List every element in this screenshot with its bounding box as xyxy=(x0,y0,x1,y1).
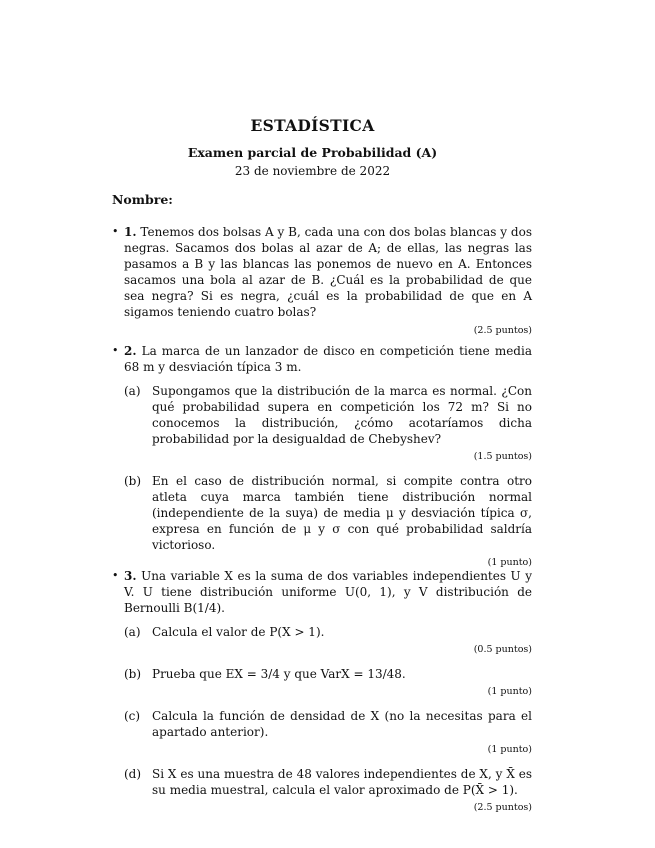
part-a xyxy=(124,383,532,465)
part-label: (a) xyxy=(124,625,141,639)
problem-statement: Tenemos dos bolsas A y B, cada una con dos bolas blancas y dos negras. Sacamos dos bolas al azar de A; de ellas, las negras las pasamos a B y las blancas las ponemos de nuevo en A. Entonces sacamos una bola al azar de B. ¿Cuál es la probabilidad de que sea negra? Si es negra, ¿cuál es la probabilidad de que en A sigamos teniendo cuatro bolas? xyxy=(124,225,532,319)
part-text: Si X es una muestra de 48 valores independientes de X, y X̄ es su media muestral, calcula el valor aproximado de P(X̄ > 1). xyxy=(152,767,532,797)
part-label: (b) xyxy=(124,667,142,681)
part-b xyxy=(124,666,532,700)
name-label: Nombre: xyxy=(112,192,173,207)
points-label: (1.5 puntos) xyxy=(473,451,532,462)
problem-2 xyxy=(112,343,532,571)
points-label: (2.5 puntos) xyxy=(473,325,532,336)
problem-text xyxy=(124,568,532,616)
points-label: (2.5 puntos) xyxy=(473,802,532,813)
problem-number: 3. xyxy=(124,569,137,583)
part-b xyxy=(124,473,532,571)
bullet-icon: • xyxy=(112,569,119,582)
part-label: (c) xyxy=(124,709,141,723)
part-text: Calcula el valor de P(X > 1). xyxy=(152,625,325,639)
points-label: (1 punto) xyxy=(487,686,532,697)
part-label: (a) xyxy=(124,384,141,398)
bullet-icon: • xyxy=(112,344,119,357)
problem-text xyxy=(124,224,532,320)
problem-number: 2. xyxy=(124,344,137,358)
problem-statement: Una variable X es la suma de dos variables independientes U y V. U tiene distribución uniforme U(0, 1), y V distribución de Bernoulli B(1/4). xyxy=(124,569,532,615)
part-label: (b) xyxy=(124,474,142,488)
part-text: Calcula la función de densidad de X (no la necesitas para el apartado anterior). xyxy=(152,709,532,739)
part-d xyxy=(124,766,532,816)
part-text: Supongamos que la distribución de la marca es normal. ¿Con qué probabilidad supera en competición los 72 m? Si no conocemos la distribución, ¿cómo acotaríamos dicha probabilidad por la desigualdad de Chebyshev? xyxy=(152,384,532,446)
points-label: (1 punto) xyxy=(487,744,532,755)
problem-1 xyxy=(112,224,532,339)
part-label: (d) xyxy=(124,767,142,781)
exam-subtitle: Examen parcial de Probabilidad (A) xyxy=(187,145,438,160)
part-c xyxy=(124,708,532,758)
points-label: (0.5 puntos) xyxy=(473,644,532,655)
problem-number: 1. xyxy=(124,225,137,239)
problem-statement: La marca de un lanzador de disco en competición tiene media 68 m y desviación típica 3 m. xyxy=(124,344,532,374)
part-a xyxy=(124,624,532,658)
part-text: Prueba que EX = 3/4 y que VarX = 13/48. xyxy=(152,667,406,681)
problem-3 xyxy=(112,568,532,816)
problem-text xyxy=(124,343,532,375)
points-label: (1 punto) xyxy=(487,557,532,568)
bullet-icon: • xyxy=(112,225,119,238)
part-text: En el caso de distribución normal, si compite contra otro atleta cuya marca también tiene distribución normal (independiente de la suya) de media μ y desviación típica σ, expresa en función de μ y σ con qué probabilidad saldría victorioso. xyxy=(152,474,532,552)
exam-date: 23 de noviembre de 2022 xyxy=(234,164,391,178)
page-title: ESTADÍSTICA xyxy=(250,116,375,135)
